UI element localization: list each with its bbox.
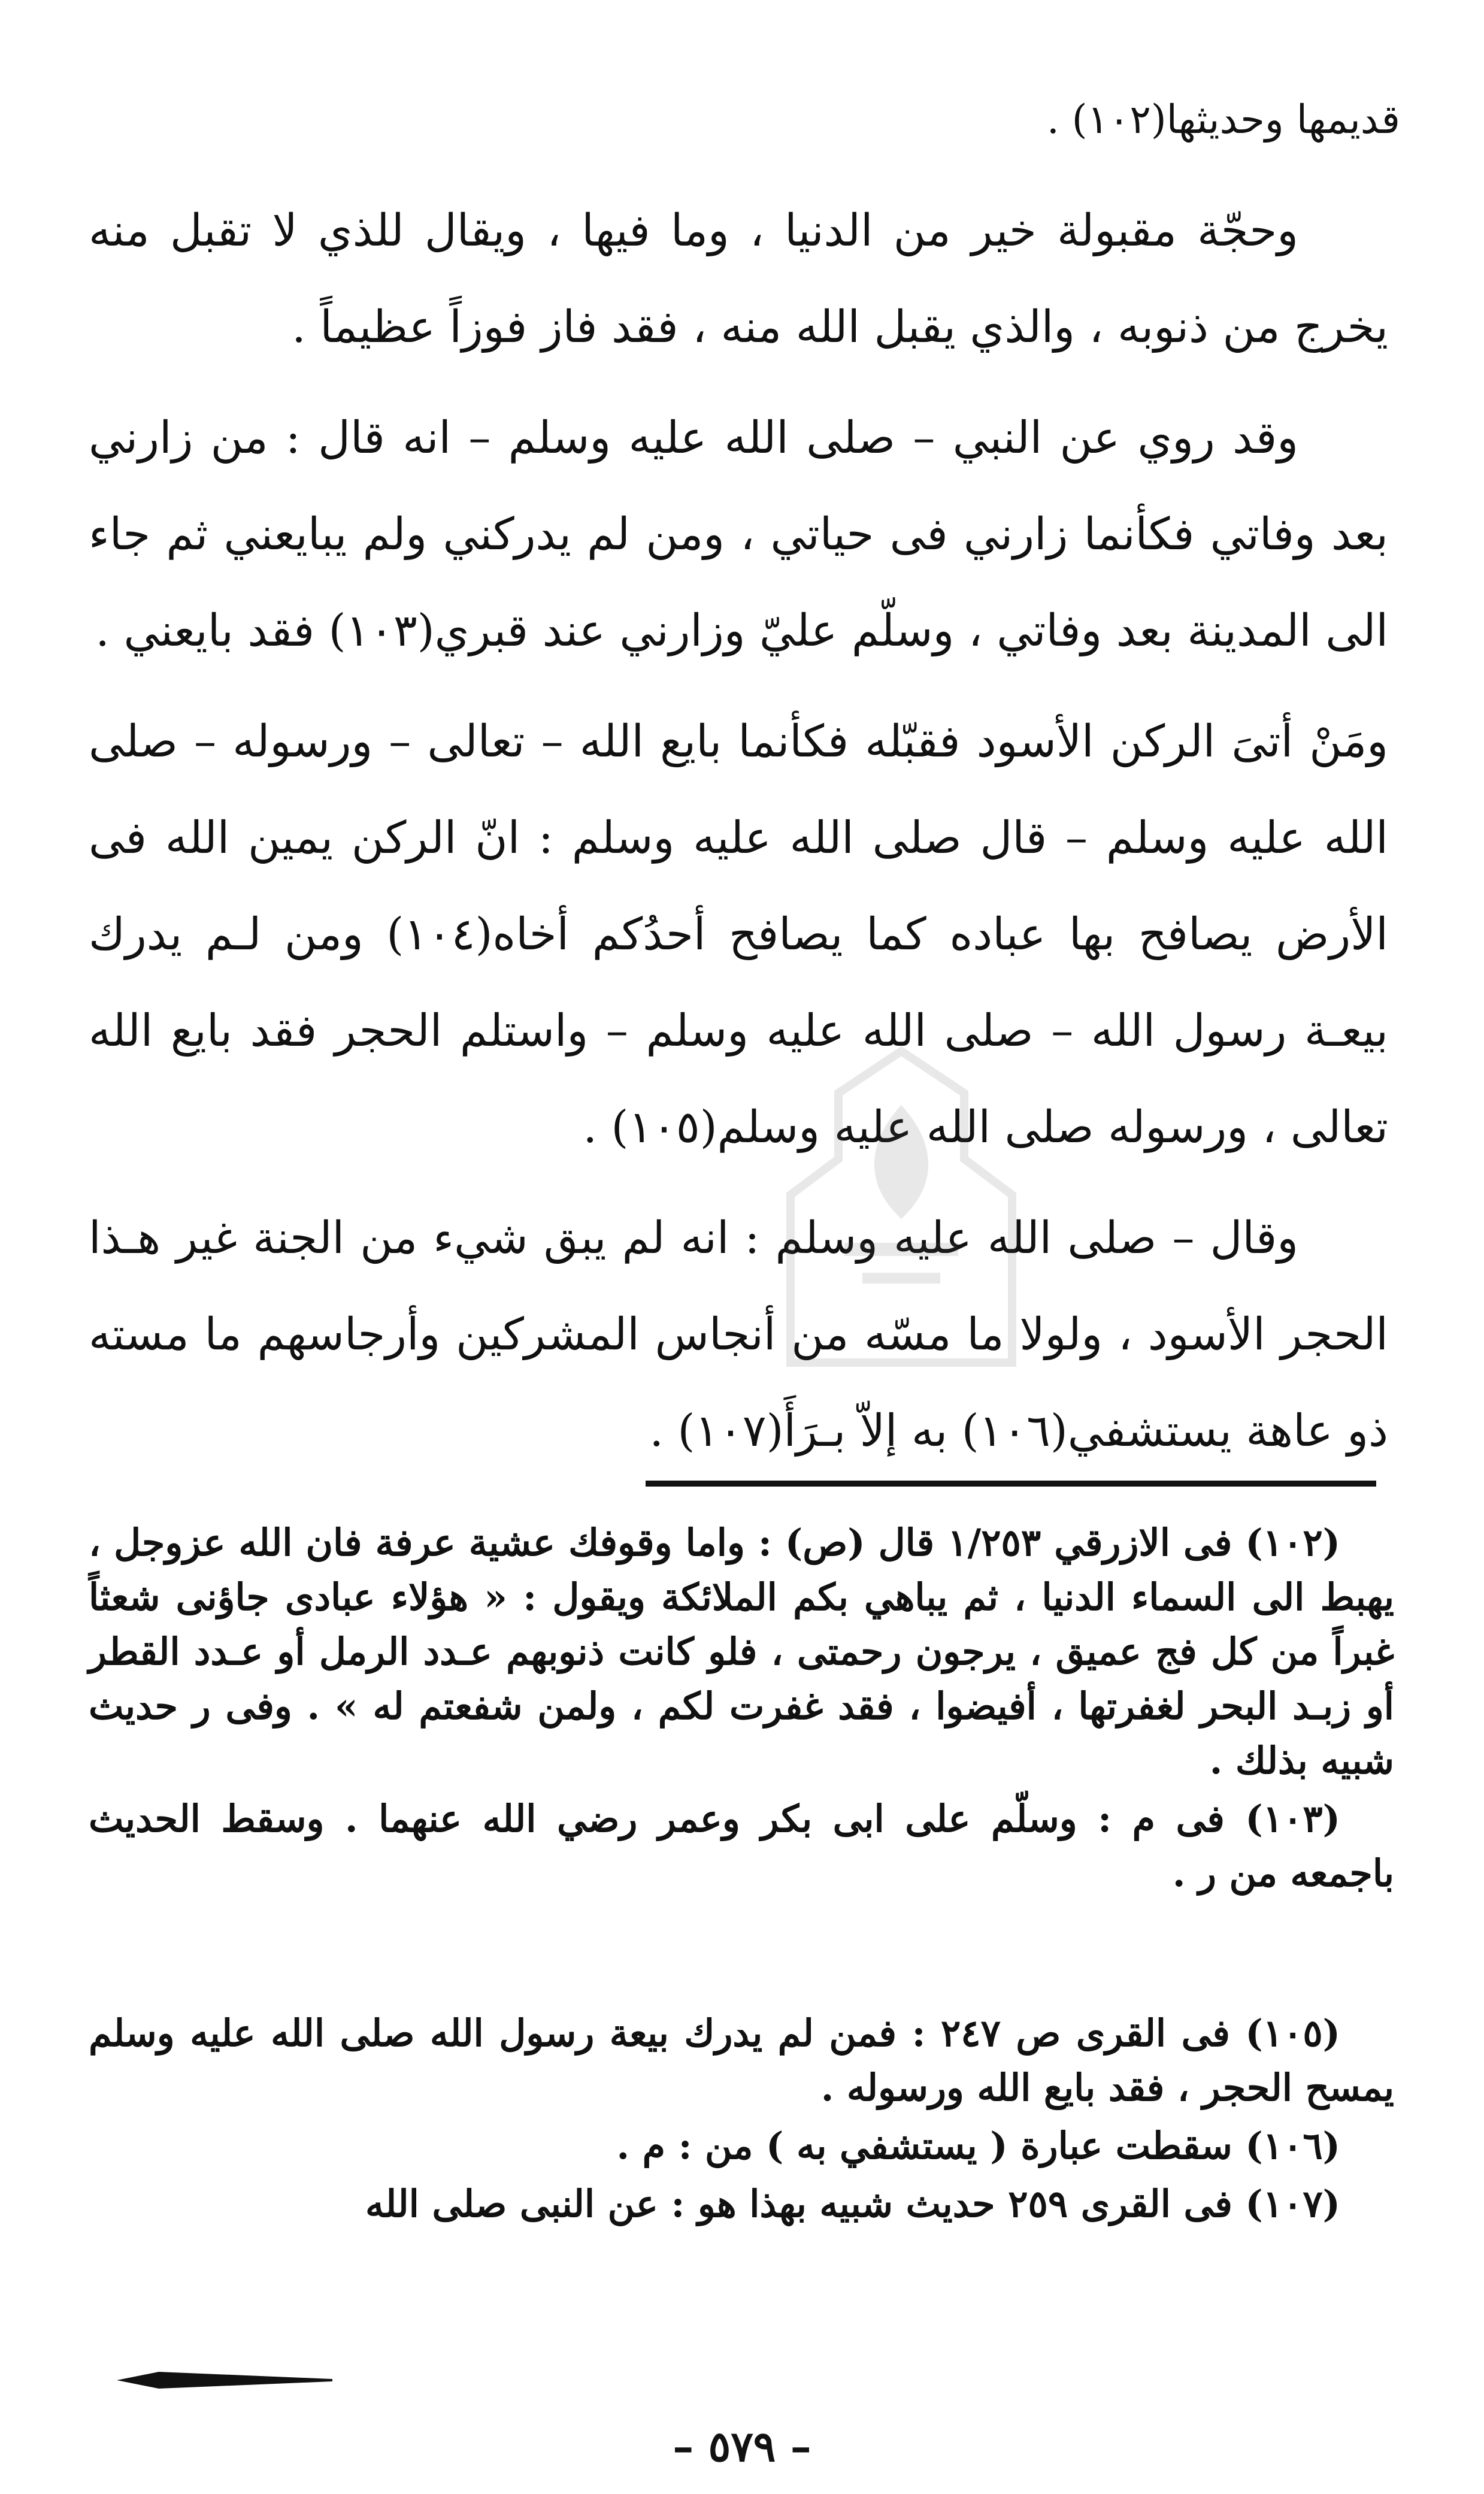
end-ornament-icon xyxy=(117,2368,332,2392)
paragraph-1: وحجّة مقبولة خير من الدنيا ، وما فيها ، ويقال للذي لا تقبل منه يخرج من ذنوبه ، والذي يقبل الله منه ، فقد فاز فوزاً عظيماً . xyxy=(89,205,1388,353)
running-head: قديمها وحديثها(١٠٢) . xyxy=(1046,96,1400,143)
footnote-103: (١٠٣) فى م : وسلّم على ابى بكر وعمر رضي الله عنهما . وسقط الحديث باجمعه من ر . xyxy=(89,1797,1394,1895)
footnote-102: (١٠٢) فى الازرقي ١/٢٥٣ قال (ص) : واما وقوفك عشية عرفة فان الله عزوجل ، يهبط الى السماء الدنيا ، ثم يباهي بكم الملائكة ويقول : « هؤلاء عبادى جاؤنى شعثاً غبراً من كل فج عميق ، يرجون رحمتى ، فلو كانت ذنوبهم عـدد الرمل أو عـدد القطر أو زبـد البحر لغفرتها ، أفيضوا ، فقد غفرت لكم ، ولمن شفعتم له » . وفى ر حديث شبيه بذلك . xyxy=(89,1521,1394,1782)
paragraph-4: وقال – صلى الله عليه وسلم : انه لم يبق شيء من الجنة غير هـذا الحجر الأسود ، ولولا ما مسّه من أنجاس المشركين وأرجاسهم ما مسته ذو عاهة يستشفي(١٠٦) به إلاّ بـرَأَ(١٠٧) . xyxy=(89,1212,1388,1457)
footnote-106: (١٠٦) سقطت عبارة ( يستشفي به ) من : م . xyxy=(616,2124,1340,2168)
footnote-separator xyxy=(646,1481,1376,1487)
main-text xyxy=(89,183,1388,1494)
page-number: – ٥٧٩ – xyxy=(673,2422,811,2471)
footnote-107: (١٠٧) فى القرى ٢٥٩ حديث شبيه بهذا هو : عن النبى صلى الله xyxy=(365,2182,1340,2226)
paragraph-3: ومَنْ أتىَ الركن الأسود فقبّله فكأنما بايع الله – تعالى – ورسوله – صلى الله عليه وسلم – قال صلى الله عليه وسلم : انّ الركن يمين الله فى الأرض يصافح بها عباده كما يصافح أحدُكم أخاه(١٠٤) ومن لـم يدرك بيعـة رسول الله – صلى الله عليه وسلم – واستلم الحجر فقد بايع الله تعالى ، ورسوله صلى الله عليه وسلم(١٠٥) . xyxy=(89,716,1388,1153)
library-watermark-logo xyxy=(773,1039,1030,1375)
footnotes xyxy=(89,1515,1394,2235)
footnote-gap xyxy=(89,1904,1394,2006)
footnote-105: (١٠٥) فى القرى ص ٢٤٧ : فمن لم يدرك بيعة رسول الله صلى الله عليه وسلم يمسح الحجر ، فقد بايع الله ورسوله . xyxy=(89,2011,1394,2109)
paragraph-2: وقد روي عن النبي – صلى الله عليه وسلم – انه قال : من زارني بعد وفاتي فكأنما زارني فى حياتي ، ومن لم يدركني ولم يبايعني ثم جاء الى المدينة بعد وفاتي ، وسلّم عليّ وزارني عند قبري(١٠٣) فقد بايعني . xyxy=(89,412,1388,656)
